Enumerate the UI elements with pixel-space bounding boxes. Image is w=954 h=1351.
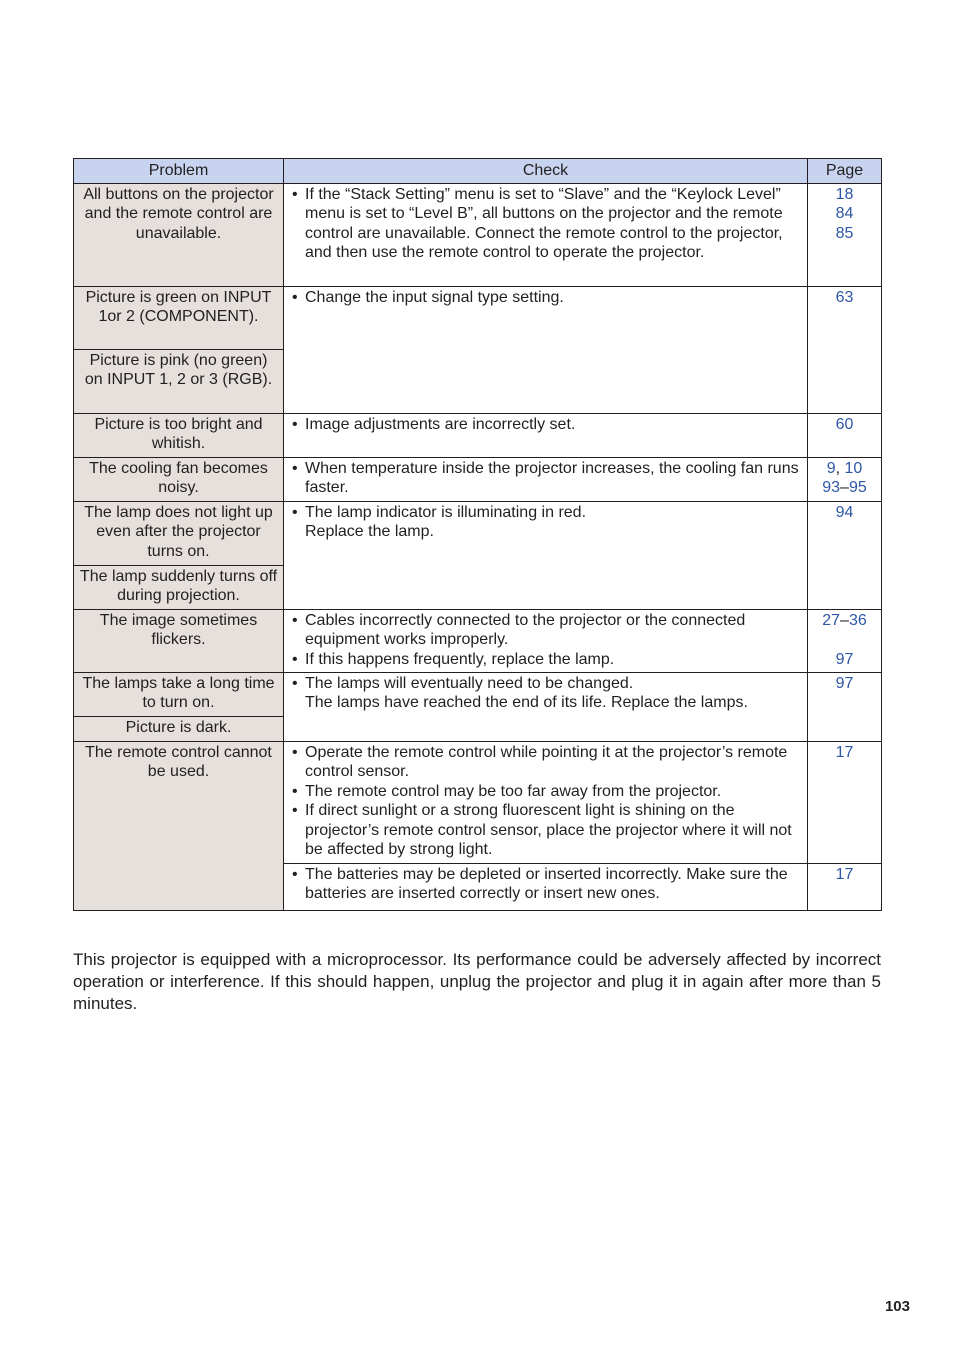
check-item: • When temperature inside the projector increases, the cooling fan runs faster. <box>292 459 799 498</box>
page-ref-cell <box>808 502 882 610</box>
page-ref-cell <box>808 864 882 911</box>
page-ref-cell <box>808 742 882 864</box>
check-cell <box>284 287 808 414</box>
check-cell <box>284 414 808 458</box>
page-link[interactable]: 17 <box>835 744 854 761</box>
problem-cell: The lamp suddenly turns off during projection. <box>74 566 284 610</box>
check-item: • The lamp indicator is illuminating in red. <box>292 503 799 522</box>
check-continuation: Replace the lamp. <box>305 523 434 541</box>
problem-cell: Picture is too bright and whitish. <box>74 414 284 458</box>
page-link[interactable]: 27–36 <box>822 612 867 629</box>
problem-cell: The remote control cannot be used. <box>74 742 284 911</box>
page-number: 103 <box>884 1298 910 1315</box>
check-item: • The remote control may be too far away from the projector. <box>292 782 799 801</box>
table-row <box>74 184 882 287</box>
header-problem: Problem <box>74 159 284 184</box>
page-link[interactable]: 97 <box>835 675 854 692</box>
check-cell <box>284 742 808 864</box>
problem-cell: Picture is pink (no green) on INPUT 1, 2 or 3 (RGB). <box>74 350 284 414</box>
page-link[interactable]: 60 <box>835 416 854 433</box>
table-row <box>74 458 882 502</box>
page-link[interactable]: 63 <box>835 289 854 306</box>
page-ref-cell <box>808 184 882 287</box>
problem-cell: The lamp does not light up even after the projector turns on. <box>74 502 284 566</box>
problem-cell: The image sometimes flickers. <box>74 610 284 673</box>
page-ref-cell <box>808 610 882 673</box>
check-item: • Operate the remote control while pointing it at the projector’s remote control sensor. <box>292 743 799 782</box>
page-link[interactable]: 85 <box>835 224 854 242</box>
page-ref-cell <box>808 287 882 414</box>
problem-cell: The lamps take a long time to turn on. <box>74 673 284 717</box>
page-ref-cell <box>808 458 882 502</box>
check-item: • Change the input signal type setting. <box>292 288 799 307</box>
check-item: • Image adjustments are incorrectly set. <box>292 415 799 434</box>
microprocessor-note: This projector is equipped with a microprocessor. Its performance could be adversely affected by incorrect operation or interference. If this should happen, unplug the projector and plug it in again after more than 5 minutes. <box>73 950 881 1013</box>
table-row <box>74 673 882 717</box>
table-header-row <box>74 159 882 184</box>
page-link[interactable]: 93–95 <box>822 479 867 497</box>
check-item: • If direct sunlight or a strong fluorescent light is shining on the projector’s remote control sensor, place the projector where it will not be affected by strong light. <box>292 801 799 859</box>
check-cell <box>284 458 808 502</box>
troubleshooting-table <box>73 158 882 911</box>
table-row <box>74 414 882 458</box>
header-check: Check <box>284 159 808 184</box>
page-link[interactable]: 9, 10 <box>826 460 863 477</box>
header-page: Page <box>808 159 882 184</box>
problem-cell: The cooling fan becomes noisy. <box>74 458 284 502</box>
table-row <box>74 610 882 673</box>
page-link[interactable]: 18 <box>835 186 854 203</box>
page-link[interactable]: 17 <box>835 866 854 883</box>
problem-cell: Picture is green on INPUT 1or 2 (COMPONENT). <box>74 287 284 350</box>
table-row <box>74 502 882 566</box>
table-row <box>74 287 882 350</box>
check-cell <box>284 502 808 610</box>
page-link[interactable]: 97 <box>835 650 854 668</box>
page-link[interactable]: 84 <box>835 205 854 223</box>
check-cell <box>284 184 808 287</box>
page-ref-cell <box>808 414 882 458</box>
check-cell <box>284 864 808 911</box>
page-ref-cell <box>808 673 882 742</box>
problem-cell: All buttons on the projector and the remote control are unavailable. <box>74 184 284 287</box>
check-item: • If this happens frequently, replace the lamp. <box>292 650 799 669</box>
check-item: • The lamps will eventually need to be changed. <box>292 674 799 693</box>
check-item: • If the “Stack Setting” menu is set to “Slave” and the “Keylock Level” menu is set to “Level B”, all buttons on the projector and the remote control are unavailable. Connect the remote control to the projector, and then use the remote control to operate the projector. <box>292 185 799 263</box>
check-item: • Cables incorrectly connected to the projector or the connected equipment works improperly. <box>292 611 799 650</box>
page-link[interactable]: 94 <box>835 504 854 521</box>
check-continuation: The lamps have reached the end of its life. Replace the lamps. <box>305 694 748 712</box>
check-cell <box>284 610 808 673</box>
problem-cell: Picture is dark. <box>74 717 284 742</box>
check-cell <box>284 673 808 742</box>
check-item: • The batteries may be depleted or inserted incorrectly. Make sure the batteries are inserted correctly or insert new ones. <box>292 865 799 904</box>
table-row <box>74 742 882 864</box>
